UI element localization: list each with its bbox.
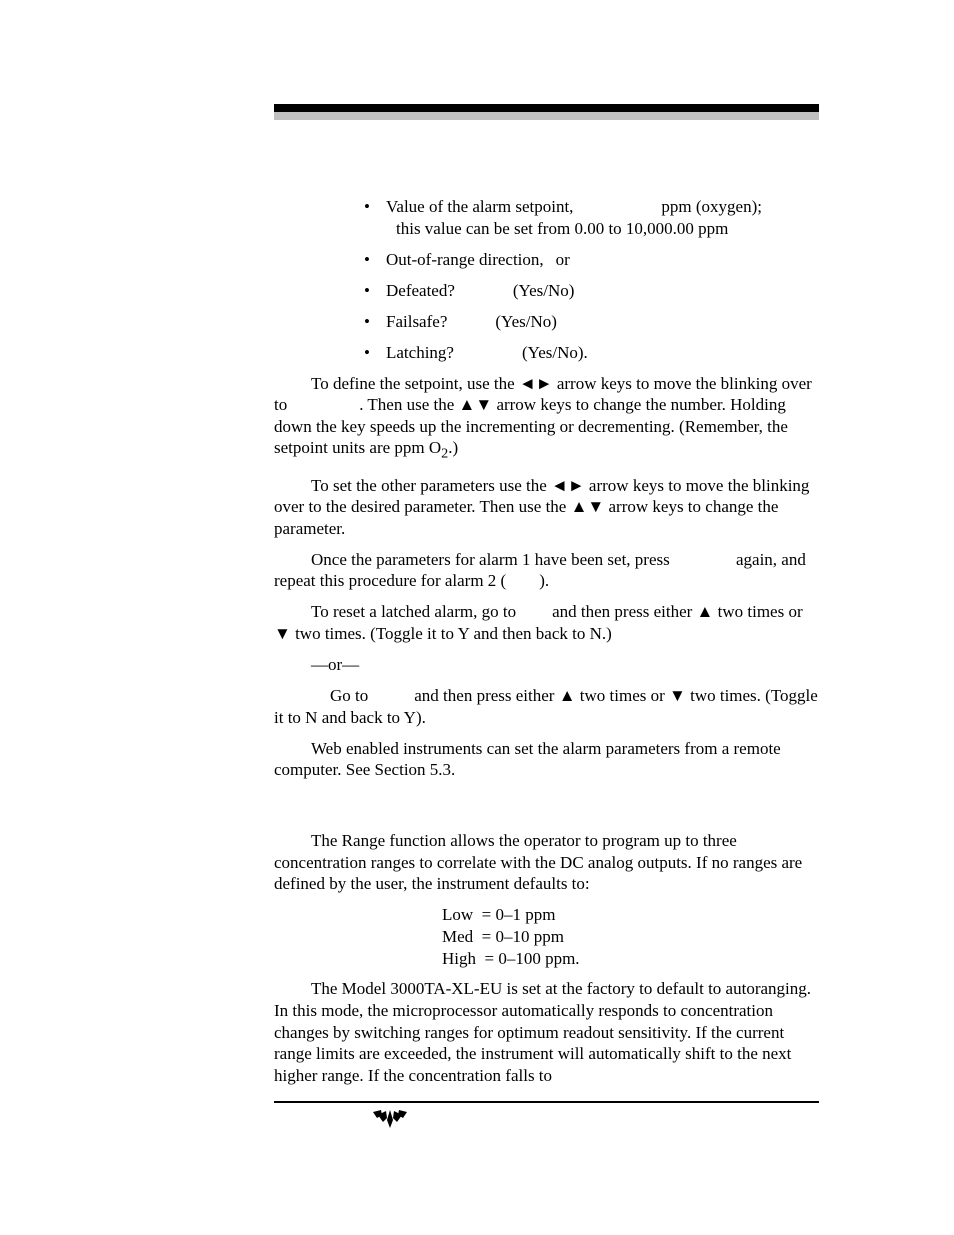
default-ranges <box>274 904 819 969</box>
bullet-icon: • <box>364 249 370 269</box>
range-med: Med = 0–10 ppm <box>442 926 564 946</box>
toggle-paragraph: Go to and then press either ▲ two times or ▼ two times. (Toggle it to N and back to Y). <box>274 685 818 727</box>
bullet-icon: • <box>364 342 370 362</box>
setpoint-paragraph: To define the setpoint, use the ◄► arrow keys to move the blinking over to . Then use the ▲▼ arrow keys to change the number. Holding down the key speeds up the incrementing or decrementing. (Remember, the setpoint units are ppm $O_2$.) <box>274 373 812 462</box>
list-item: • Value of the alarm setpoint, ppm (oxygen); this value can be set from 0.00 to 10,000.00 ppm <box>364 197 762 238</box>
list-item: • Out-of-range direction, or <box>364 249 570 269</box>
list-item: • Defeated? (Yes/No) <box>364 280 575 300</box>
page-body <box>274 196 819 1096</box>
company-logo-icon <box>372 1106 408 1130</box>
range-high: High = 0–100 ppm. <box>442 948 580 968</box>
list-item: • Latching? (Yes/No). <box>364 342 588 362</box>
bullet-icon: • <box>364 280 370 300</box>
alarm-parameter-list <box>274 196 819 363</box>
parameters-paragraph: To set the other parameters use the ◄► arrow keys to move the blinking over to the desired parameter. Then use the ▲▼ arrow keys to change the parameter. <box>274 475 810 538</box>
list-item: • Failsafe? (Yes/No) <box>364 311 557 331</box>
range-low: Low = 0–1 ppm <box>442 905 556 925</box>
or-separator: —or— <box>311 655 360 674</box>
autoranging-paragraph: The Model 3000TA-XL-EU is set at the factory to default to autoranging. In this mode, the microprocessor automatically responds to concentration changes by switching ranges for optimum readout sensitivity. If the current range limits are exceeded, the instrument will automatically shift to the next higher range. If the concentration falls to <box>274 979 811 1085</box>
bullet-icon: • <box>364 197 370 216</box>
web-enabled-paragraph: Web enabled instruments can set the alarm parameters from a remote computer. See Section 5.3. <box>274 738 781 780</box>
bullet-icon: • <box>364 311 370 331</box>
footer-rule <box>274 1101 819 1103</box>
header-rule-dark <box>274 104 819 112</box>
range-intro-paragraph: The Range function allows the operator to program up to three concentration ranges to correlate with the DC analog outputs. If no ranges are defined by the user, the instrument defaults to: <box>274 831 803 894</box>
reset-latched-paragraph: To reset a latched alarm, go to and then press either ▲ two times or ▼ two times. (Toggle it to Y and then back to N.) <box>274 602 803 644</box>
alarm2-paragraph: Once the parameters for alarm 1 have been set, press again, and repeat this procedure for alarm 2 ( ). <box>274 549 806 591</box>
header-rule-light <box>274 112 819 120</box>
